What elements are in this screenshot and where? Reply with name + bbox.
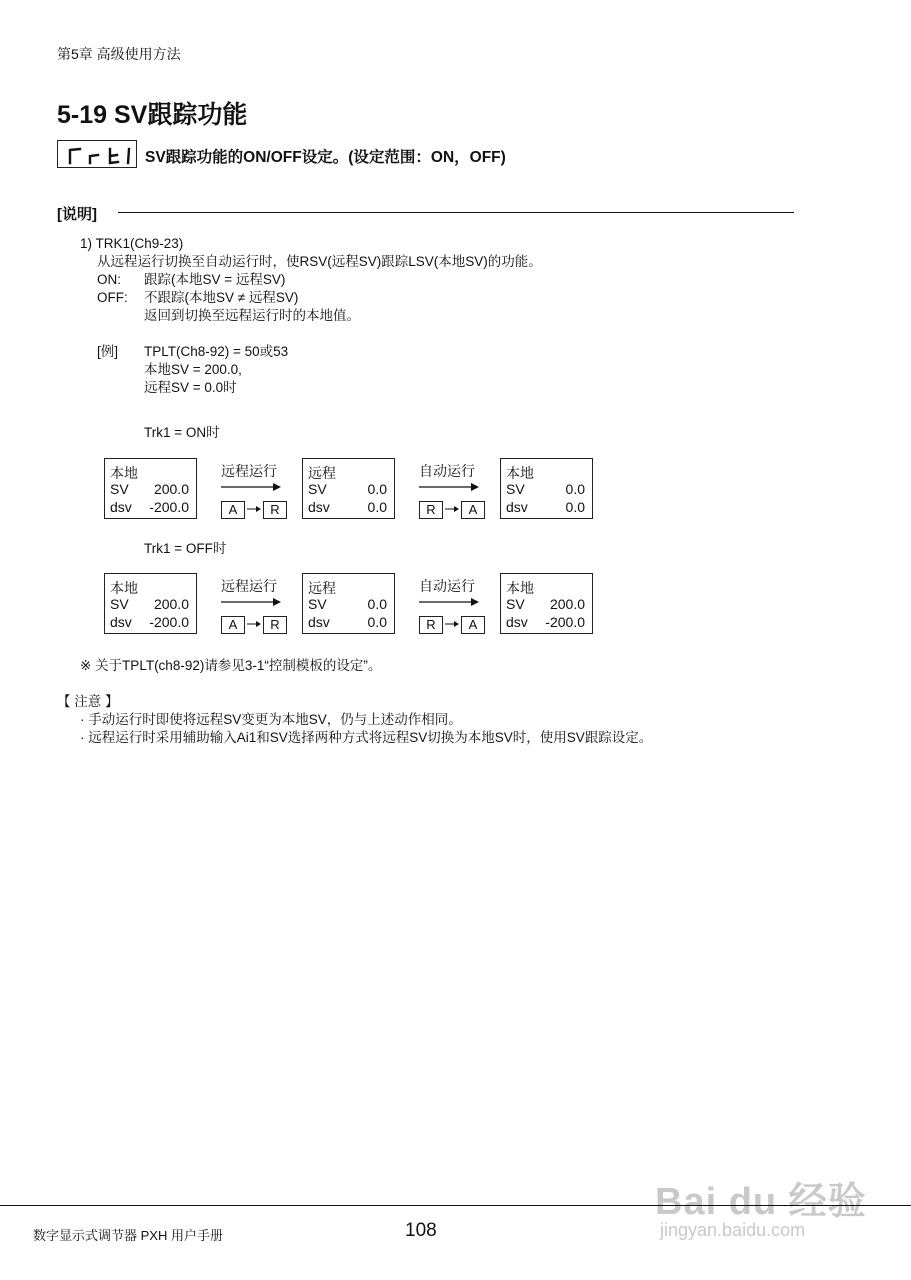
seven-segment-icon: [58, 141, 138, 169]
state-title: 本地: [110, 580, 138, 596]
transition-label: 自动运行: [419, 463, 475, 479]
mode-from: A: [221, 616, 245, 634]
state-box: [104, 573, 197, 634]
sv-value: 0.0: [367, 596, 387, 612]
caution-heading: 【 注意 】: [57, 694, 119, 709]
parameter-description: SV跟踪功能的ON/OFF设定。(设定范围：ON，OFF): [145, 149, 506, 166]
state-title: 本地: [110, 465, 138, 481]
mode-to: R: [263, 501, 287, 519]
sv-label: SV: [308, 596, 327, 612]
small-arrow-icon: [445, 620, 459, 628]
on-label: ON:: [97, 272, 122, 287]
sv-value: 200.0: [153, 596, 189, 612]
transition: [221, 461, 291, 521]
state-title: 本地: [506, 580, 534, 596]
transition: [221, 576, 291, 636]
small-arrow-icon: [247, 620, 261, 628]
dsv-label: dsv: [308, 614, 330, 630]
watermark-logo: Bai du 经验: [655, 1181, 867, 1223]
heading-rule: [118, 212, 794, 213]
state-box: [302, 458, 395, 519]
mode-to: R: [263, 616, 287, 634]
state-box: [302, 573, 395, 634]
sv-label: SV: [506, 481, 525, 497]
page-number: 108: [405, 1220, 437, 1241]
section-title: 5-19 SV跟踪功能: [57, 101, 248, 129]
footer-rule: [0, 1205, 911, 1206]
state-title: 远程: [308, 580, 336, 596]
sv-value: 0.0: [367, 481, 387, 497]
transition: [419, 461, 489, 521]
state-title: 远程: [308, 465, 336, 481]
state-box: [500, 458, 593, 519]
reference-note: ※ 关于TPLT(ch8-92)请参见3-1“控制模板的设定”。: [80, 658, 382, 673]
dsv-value: -200.0: [149, 614, 189, 630]
example-line-2: 本地SV = 200.0,: [144, 362, 242, 377]
transition: [419, 576, 489, 636]
transition-label: 远程运行: [221, 463, 277, 479]
sv-label: SV: [308, 481, 327, 497]
dsv-value: 0.0: [367, 614, 387, 630]
item-description: 从远程运行切换至自动运行时，使RSV(远程SV)跟踪LSV(本地SV)的功能。: [97, 254, 542, 269]
example-label: [例]: [97, 344, 119, 359]
small-arrow-icon: [247, 505, 261, 513]
on-text: 跟踪(本地SV = 远程SV): [144, 272, 286, 287]
sv-value: 0.0: [565, 481, 585, 497]
state-box: [500, 573, 593, 634]
arrow-right-icon: [419, 598, 479, 606]
lcd-parameter-code: [57, 140, 137, 168]
dsv-label: dsv: [110, 614, 132, 630]
diagram-caption-off: Trk1 = OFF时: [144, 541, 227, 556]
off-label: OFF:: [97, 290, 128, 305]
example-line-3: 远程SV = 0.0时: [144, 380, 237, 395]
arrow-right-icon: [419, 483, 479, 491]
chapter-header: 第5章 高级使用方法: [57, 46, 181, 62]
arrow-right-icon: [221, 483, 281, 491]
mode-to: A: [461, 616, 485, 634]
mode-from: R: [419, 501, 443, 519]
dsv-value: 0.0: [565, 499, 585, 515]
off-text-2: 返回到切换至远程运行时的本地值。: [144, 308, 360, 323]
sv-label: SV: [110, 596, 129, 612]
transition-label: 远程运行: [221, 578, 277, 594]
transition-label: 自动运行: [419, 578, 475, 594]
dsv-value: -200.0: [545, 614, 585, 630]
off-text: 不跟踪(本地SV ≠ 远程SV): [144, 290, 299, 305]
watermark-url: jingyan.baidu.com: [660, 1220, 806, 1240]
arrow-right-icon: [221, 598, 281, 606]
caution-item-2: · 远程运行时采用辅助输入Ai1和SV选择两种方式将远程SV切换为本地SV时，使用SV跟踪设定。: [80, 730, 653, 745]
mode-from: A: [221, 501, 245, 519]
dsv-label: dsv: [506, 614, 528, 630]
dsv-value: -200.0: [149, 499, 189, 515]
dsv-value: 0.0: [367, 499, 387, 515]
dsv-label: dsv: [308, 499, 330, 515]
diagram-caption-on: Trk1 = ON时: [144, 425, 220, 440]
mode-from: R: [419, 616, 443, 634]
state-title: 本地: [506, 465, 534, 481]
sv-label: SV: [110, 481, 129, 497]
section-heading: [说明]: [57, 206, 97, 223]
small-arrow-icon: [445, 505, 459, 513]
item-title: 1) TRK1(Ch9-23): [80, 236, 184, 251]
example-line-1: TPLT(Ch8-92) = 50或53: [144, 344, 289, 359]
mode-to: A: [461, 501, 485, 519]
footer-title: 数字显示式调节器 PXH 用户手册: [33, 1228, 223, 1243]
sv-value: 200.0: [549, 596, 585, 612]
state-box: [104, 458, 197, 519]
dsv-label: dsv: [506, 499, 528, 515]
caution-item-1: · 手动运行时即使将远程SV变更为本地SV，仍与上述动作相同。: [80, 712, 462, 727]
dsv-label: dsv: [110, 499, 132, 515]
sv-label: SV: [506, 596, 525, 612]
sv-value: 200.0: [153, 481, 189, 497]
